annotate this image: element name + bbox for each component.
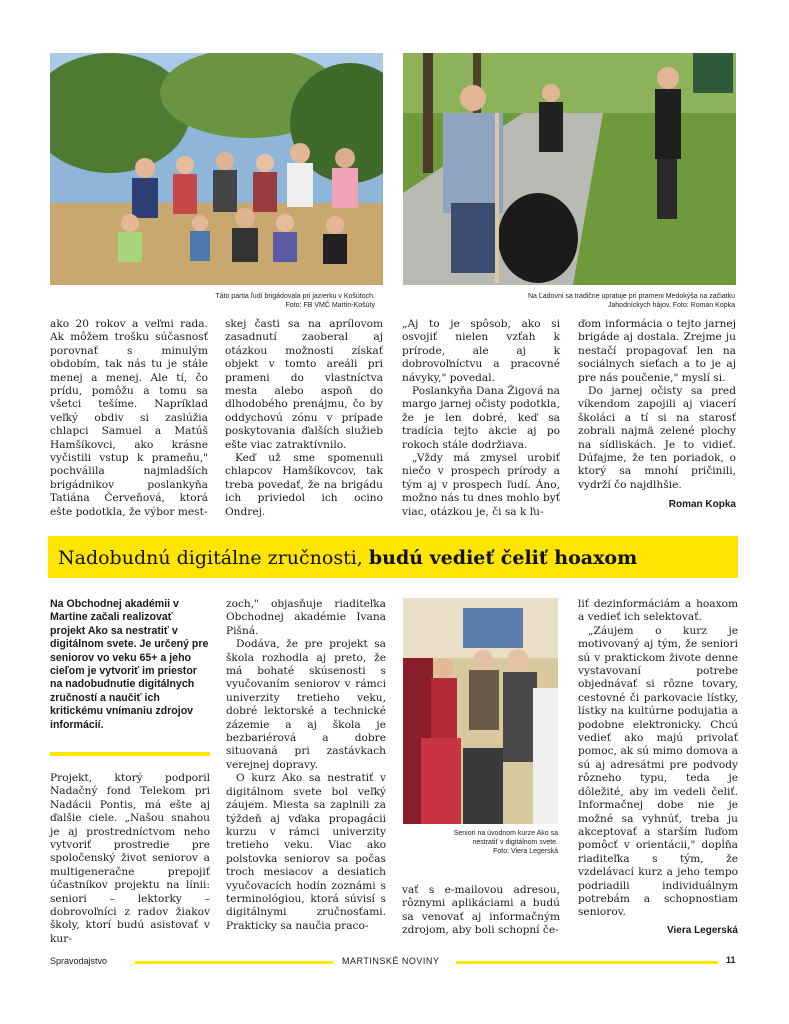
photo3-caption [403, 829, 558, 856]
article2-col3 [402, 884, 560, 938]
article2-col1-p1: Projekt, ktorý podporil Nadačný fond Telekom pri Nadácii Pontis, má ešte aj ďalšie ciele. „Našou snahou je aj prostredníctvom neho vytvoriť prostredie pre spoločenský život seniorov a multigeneračne prepojiť účastníkov projektu na línii: seniori – lektorky – dobrovoľníci z radov žiakov školy, ktorí budú asistovať v kur- [50, 772, 210, 945]
page-number: 11 [726, 955, 736, 965]
article1-col3 [402, 318, 560, 519]
photo3-caption-line2: nestratiť v digitálnom svete. [472, 839, 558, 846]
article2-col4-p1: liť dezinformáciám a hoaxom a vedieť ich selektovať. [578, 598, 738, 624]
article2-col4 [578, 598, 738, 937]
article1-author: Roman Kopka [668, 499, 736, 511]
article2-col2-p2: Dodáva, že pre projekt sa škola rozhodla aj preto, že má bohaté skúsenosti s vyučovaním seniorov v rámci univerzity tretieho veku, dobré lektorské a technické zázemie a aj škola je bezbariérová a dobre situovaná pri zastávkach verejnej dopravy. [226, 638, 386, 771]
seniors-course-photo [403, 598, 558, 824]
article1-col1-p1: ako 20 rokov a veľmi rada. Ak môžem trošku súčasnosť porovnať s minulým obdobím, tak nás tu je stále menej a menej. Ale tí, čo prídu, pomôžu a tomu sa všetci tešíme. Napríklad veľký obdiv si zaslúžia chlapci Samuel a Matúš Hamšíkovci, ako krásne vyčistili vstup k prameňu," pochválila najmladších brigádnikov poslankyňa Tatiána Červeňová, ktorá ešte podotkla, že výbor mest- [50, 318, 208, 518]
lead-divider [50, 752, 210, 756]
photo1-caption [50, 292, 375, 310]
photo3-caption-line1: Seniori na úvodnom kurze Ako sa [453, 830, 558, 837]
article1-col2 [225, 318, 383, 519]
cleanup-photo-ladovna [403, 53, 736, 285]
footer-line-right [456, 961, 718, 964]
photo2-caption-line2: Jahodníckych hájov. Foto: Roman Kopka [607, 302, 735, 309]
article2-col3-p1: vať s e-mailovou adresou, rôznymi aplikáciami a budú sa venovať aj informačným zdrojom, aby boli schopní če- [402, 884, 560, 937]
headline-bold: budú vedieť čeliť hoaxom [368, 547, 638, 569]
footer-paper-name: MARTINSKÉ NOVINY [342, 956, 440, 966]
article2-headline [58, 546, 637, 570]
photo1-caption-line1: Táto partia ľudí brigádovala pri jazierku v Košútoch. [215, 293, 375, 300]
article1-col1 [50, 318, 208, 519]
article1-col4-p1: ďom informácia o tejto jarnej brigáde aj dostala. Zrejme ju nestačí propagovať len na sociálnych sieťach a to je aj pre nás poučenie," myslí si. [578, 318, 736, 384]
article1-col2-p1: skej časti sa na aprílovom zasadnutí zaoberal aj otázkou možnosti získať objekt v tomto areáli pri prameni do vlastníctva mesta alebo aspoň do dlhodobého prenájmu, čo by oddychovú zónu v prípade poskytovania ďalších služieb ešte viac zatraktívnilo. [225, 318, 383, 451]
article2-col4-p2: „Záujem o kurz je motivovaný aj tým, že seniori sú v praktickom živote denne vystavovaní potrebe objednávať si rôzne tovary, cestovné či parkovacie lístky, lístky na kultúrne podujatia a podobne elektronicky. Chcú vedieť ako majú privolať pomoc, ak sú mimo domova a sú aj adresátmi pre podvody rôzneho typu, teda je dôležité, aby im vedeli čeliť. Informačnej dobe nie je možné sa vyhnúť, treba ju akceptovať a starším ľuďom pomôcť v orientácii," dopĺňa riaditeľka s tým, že vzdelávací kurz a jeho tempo podriadili individuálnym potrebám a schopnostiam seniorov. [578, 624, 738, 919]
photo2-caption-line1: Na Ľadovni sa tradične upratuje pri prameni Medokýša na začiatku [527, 293, 735, 300]
article1-col4 [578, 318, 736, 512]
article2-col2-p3: O kurz Ako sa nestratiť v digitálnom svete bol veľký záujem. Miesta sa zaplnili za týždeň aj vďaka propagácii kurzu v rámci univerzity tretieho veku. Viac ako polstovka seniorov sa počas troch mesiacov a desiatich vyučovacích hodín zoznámi s terminológiou, ktorá súvisí s digitálnymi zručnosťami. Prakticky sa naučia praco- [226, 772, 386, 932]
article1-col3-p1: „Aj to je spôsob, ako si osvojiť nielen vzťah k prírode, ale aj k dobrovoľníctvu a pracovné návyky," povedal. [402, 318, 560, 384]
headline-normal: Nadobudnú digitálne zručnosti, [58, 547, 369, 569]
article2-lead: Na Obchodnej akadémii v Martine začali realizovať projekt Ako sa nestratiť v digitálnom svete. Je určený pre seniorov vo veku 65+ a jeho cieľom je vytvoriť im priestor na nadobudnutie digitálnych zručností a naučiť ich kritickému vnímaniu zdrojov informácií. [50, 598, 209, 731]
article1-col4-p2: Do jarnej očisty sa pred víkendom zapojili aj viacerí školáci a tí si na starosť zobrali najmä zelené plochy na sídliskách. Je to vidieť. Dúfajme, že ten poriadok, o ktorý sa mnohí pričinili, vydrží čo najdlhšie. [578, 385, 736, 491]
article2-col2 [226, 598, 386, 933]
article1-col3-p2: Poslankyňa Dana Žigová na margo jarnej očisty podotkla, že je len dobré, keď sa tradícia tejto akcie aj po rokoch stále dodržiava. [402, 385, 560, 451]
photo1-caption-line2: Foto: FB VMČ Martin-Košúty [285, 302, 375, 309]
article2-col1 [50, 772, 210, 946]
article2-author: Viera Legerská [667, 924, 738, 936]
article2-col2-p1: zoch," objasňuje riaditeľka Obchodnej akadémie Ivana Pišná. [226, 598, 386, 637]
footer-section: Spravodajstvo [50, 956, 108, 966]
footer-line-left [135, 961, 333, 964]
photo2-caption [405, 292, 735, 310]
group-photo-kosuty [50, 53, 383, 285]
article1-col3-p3: „Vždy má zmysel urobiť niečo v prospech prírody a tým aj v prospech ľudí. Áno, možno nás tu dnes mohlo byť viac, otázkou je, či sa k ľu- [402, 452, 560, 518]
article1-col2-p2: Keď už sme spomenuli chlapcov Hamšíkovcov, tak treba povedať, že na brigádu ich priviedol ich ocino Ondrej. [225, 452, 383, 518]
photo3-caption-line3: Foto: Viera Legerská [493, 848, 558, 855]
